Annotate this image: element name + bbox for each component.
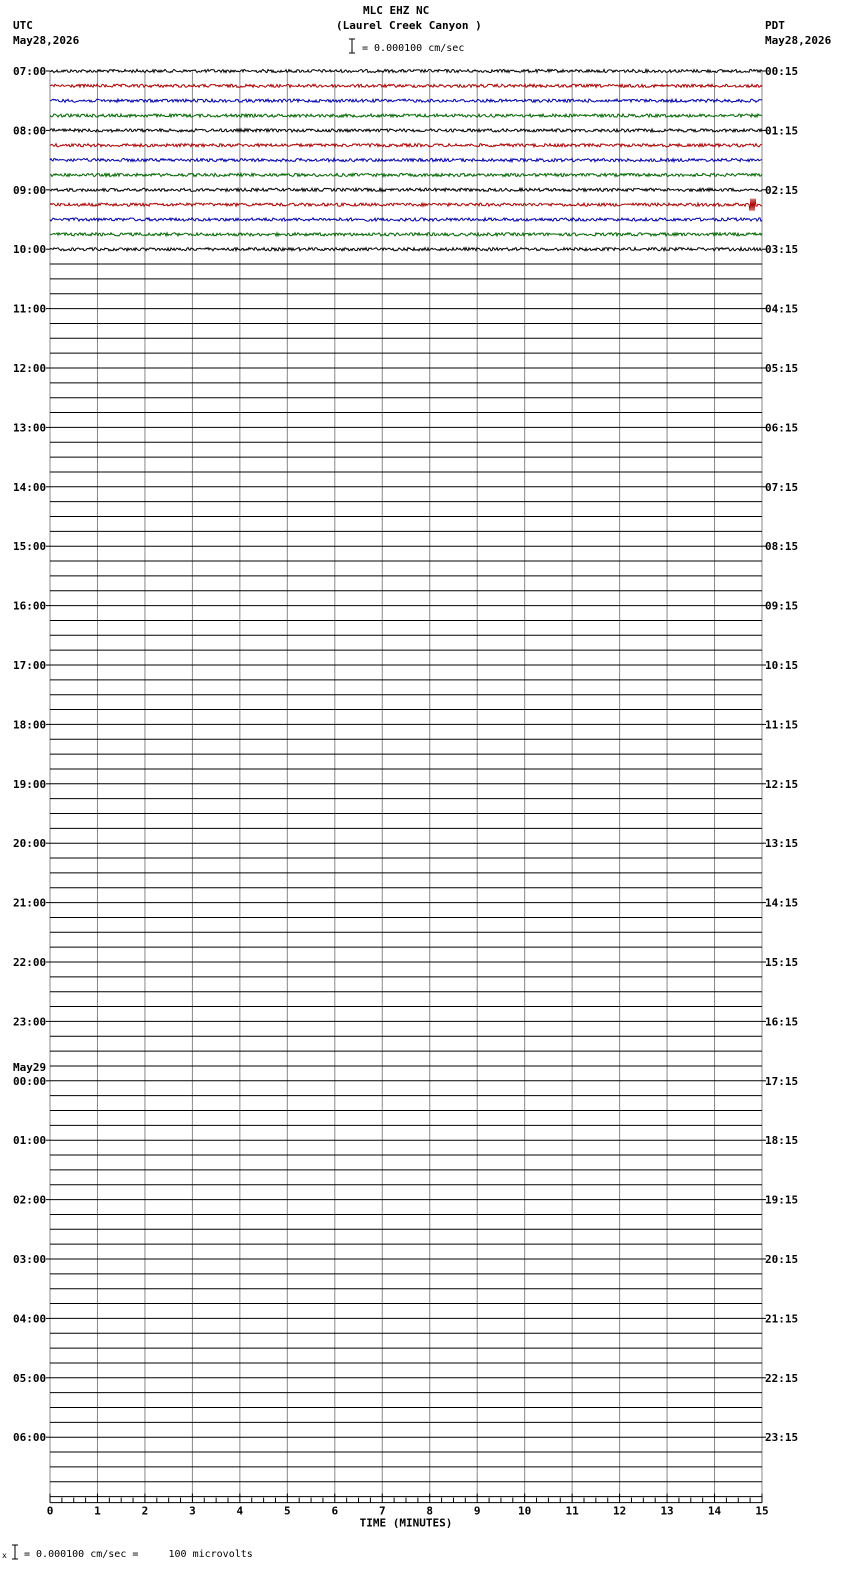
pdt-hour-label: 01:15 [765,124,799,138]
utc-hour-label: 12:00 [13,362,47,375]
x-tick-label: 13 [660,1504,674,1518]
x-tick-label: 8 [426,1504,434,1518]
seismic-trace [50,173,762,176]
pdt-hour-label: 10:15 [765,659,799,672]
pdt-hour-label: 02:15 [765,183,799,197]
utc-hour-label: 19:00 [13,777,47,791]
seismic-trace [50,99,762,102]
pdt-hour-label: 14:15 [765,896,799,910]
seismic-trace [50,129,762,132]
x-tick-label: 12 [612,1504,627,1518]
footer-scale-icon [2,1544,20,1560]
utc-hour-label: 22:00 [13,956,47,969]
pdt-hour-label: 20:15 [765,1253,799,1266]
utc-hour-label: 05:00 [13,1371,47,1385]
pdt-hour-label: 00:15 [765,65,799,78]
utc-hour-label: 14:00 [13,480,47,494]
seismic-trace [50,159,762,162]
seismic-trace [50,114,762,117]
utc-hour-label: 07:00 [13,65,47,78]
utc-hour-label: 11:00 [13,302,47,316]
scale-label: = 0.000100 cm/sec [362,43,465,54]
pdt-hour-label: 23:15 [765,1431,799,1445]
pdt-hour-label: 13:15 [765,837,799,851]
pdt-hour-label: 15:15 [765,956,799,969]
seismic-trace [50,218,762,221]
seismic-trace [50,233,762,236]
seismic-trace [50,199,762,211]
pdt-hour-label: 03:15 [765,243,799,257]
x-tick-label: 5 [284,1504,291,1518]
seismic-trace [50,69,762,72]
utc-hour-label: 08:00 [13,124,47,138]
seismic-trace [50,84,762,87]
x-tick-label: 7 [378,1504,386,1518]
x-tick-label: 9 [473,1504,481,1518]
utc-hour-label: 20:00 [13,837,47,851]
pdt-hour-label: 21:15 [765,1312,799,1326]
x-tick-label: 0 [46,1504,54,1518]
utc-hour-label: 09:00 [13,183,47,197]
right-timezone: PDT [765,19,785,32]
x-tick-label: 2 [141,1504,149,1518]
utc-hour-label: 18:00 [13,718,47,732]
utc-hour-label: 02:00 [13,1193,47,1207]
x-tick-label: 10 [518,1504,532,1518]
x-tick-label: 3 [189,1504,196,1518]
pdt-hour-label: 22:15 [765,1371,799,1385]
x-tick-label: 4 [236,1504,244,1518]
utc-hour-label: 16:00 [13,599,47,613]
utc-hour-label: 13:00 [13,421,47,435]
pdt-hour-label: 18:15 [765,1134,799,1148]
pdt-hour-label: 07:15 [765,480,799,494]
grid [50,71,762,1497]
left-date: May28,2026 [13,34,80,47]
utc-hour-label: 15:00 [13,540,47,554]
x-tick-label: 14 [707,1504,722,1518]
pdt-hour-label: 11:15 [765,718,799,732]
pdt-hour-label: 16:15 [765,1015,799,1029]
utc-hour-label: 06:00 [13,1431,47,1445]
date-change-label: May29 [13,1060,47,1074]
x-axis-label: TIME (MINUTES) [359,1516,453,1530]
right-date: May28,2026 [765,34,832,47]
seismic-trace [50,188,762,191]
pdt-hour-label: 12:15 [765,777,799,791]
pdt-hour-label: 09:15 [765,599,799,613]
svg-text:x: x [2,1551,7,1560]
pdt-hour-label: 04:15 [765,302,799,316]
station-location: (Laurel Creek Canyon ) [336,19,482,32]
utc-hour-label: 04:00 [13,1312,47,1326]
pdt-hour-label: 17:15 [765,1074,799,1088]
utc-hour-label: 21:00 [13,896,47,910]
x-tick-label: 15 [755,1504,769,1518]
station-title: MLC EHZ NC [363,4,430,17]
seismic-trace [50,144,762,147]
utc-hour-label: 17:00 [13,659,47,672]
x-axis [47,1494,769,1530]
seismic-trace [50,248,762,251]
x-tick-label: 1 [94,1504,101,1518]
utc-hour-label: 01:00 [13,1134,47,1148]
utc-hour-label: 00:00 [13,1074,47,1088]
utc-hour-label: 23:00 [13,1015,47,1029]
left-timezone: UTC [13,19,33,32]
x-tick-label: 11 [565,1504,579,1518]
utc-hour-label: 03:00 [13,1253,47,1266]
pdt-hour-label: 06:15 [765,421,799,435]
pdt-hour-label: 05:15 [765,362,799,375]
traces [50,69,762,250]
pdt-hour-label: 19:15 [765,1193,799,1207]
x-tick-label: 6 [331,1504,339,1518]
footer-scale-text: = 0.000100 cm/sec = 100 microvolts [24,1549,253,1560]
utc-hour-label: 10:00 [13,243,47,257]
pdt-hour-label: 08:15 [765,540,799,554]
